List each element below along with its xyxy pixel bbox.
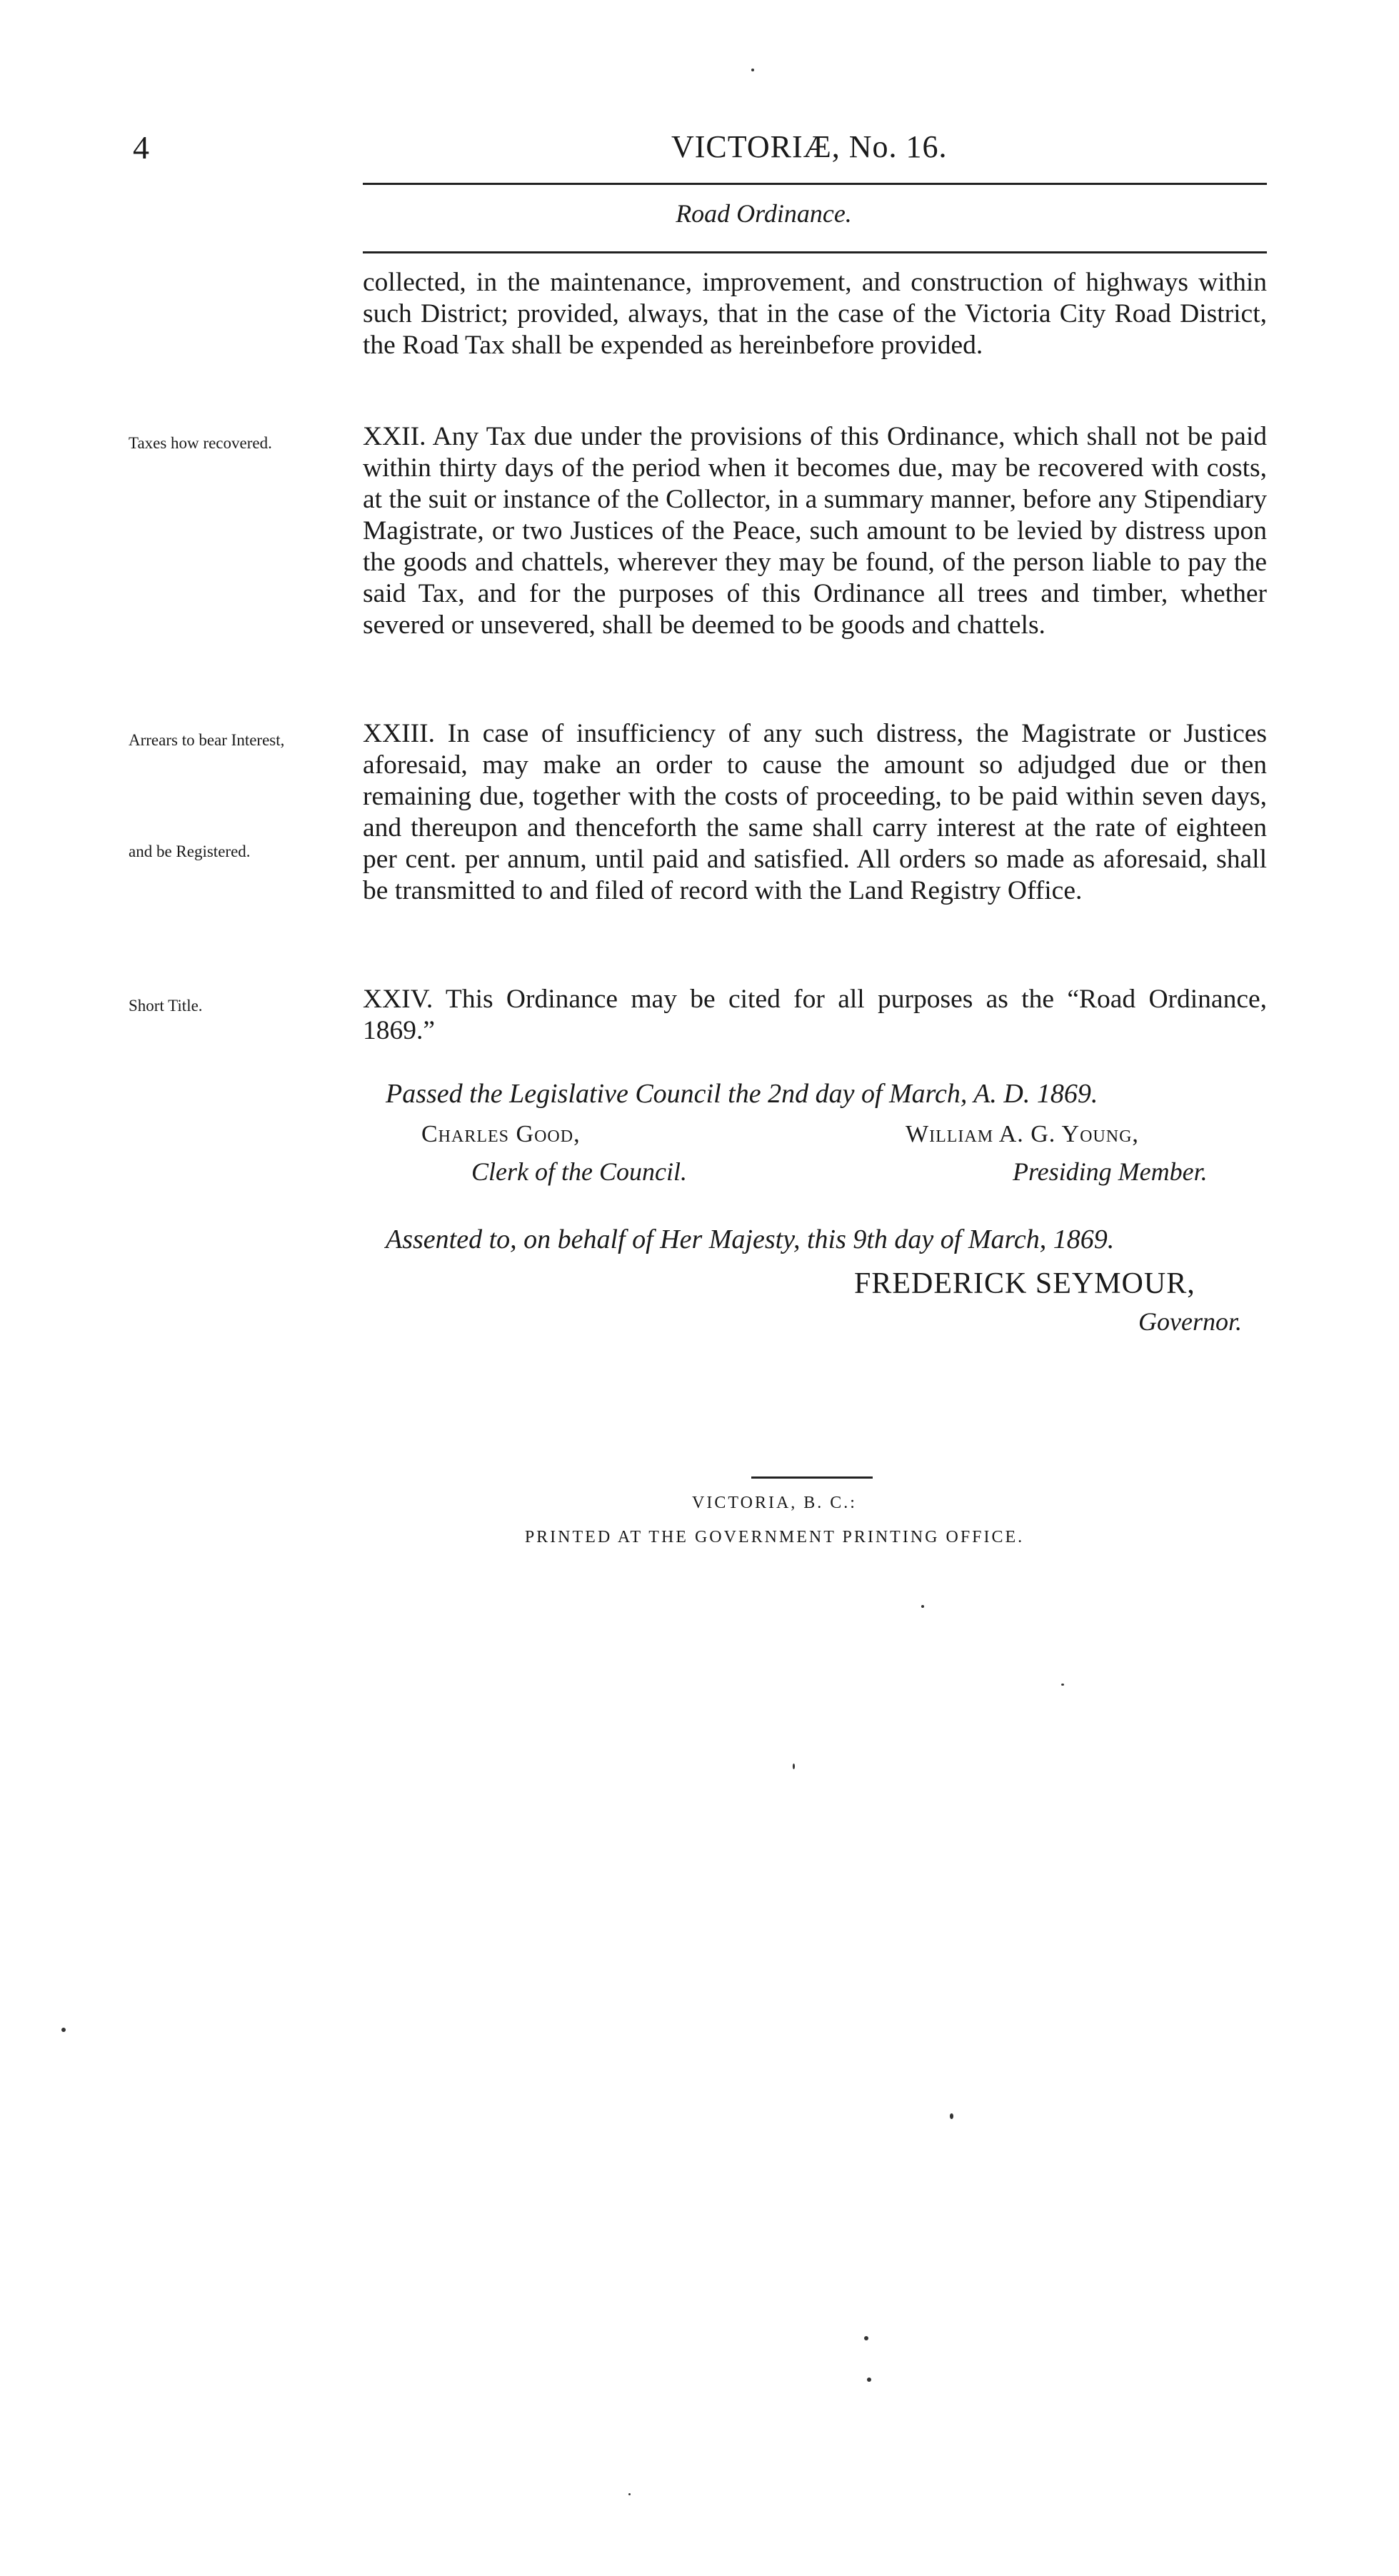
sidenote-arrears-interest: Arrears to bear Interest, <box>129 731 285 749</box>
governor-title: Governor. <box>1138 1307 1242 1336</box>
page-number: 4 <box>133 129 149 166</box>
sidenote-taxes-recovered: Taxes how recovered. <box>129 434 272 452</box>
scan-speck <box>867 2378 871 2382</box>
imprint-printer: PRINTED AT THE GOVERNMENT PRINTING OFFICE. <box>524 1528 1025 1546</box>
scan-speck <box>864 2336 868 2340</box>
imprint-rule <box>751 1476 873 1479</box>
body-paragraph-xxii: XXII. Any Tax due under the provisions of this Ordinance, which shall not be paid within thirty days of the period when it becomes due, may be recovered with costs, at the suit or instance of the Collector, in a summary manner, before any Stipendiary Magistrate, or two Justices of the Peace, such amount to be levied by distress upon the goods and chattels, wherever they may be found, of the person liable to pay the said Tax, and for the purposes of this Ordinance all trees and timber, whether severed or unsevered, shall be deemed to be goods and chattels. <box>363 422 1267 640</box>
presiding-member-title: Presiding Member. <box>1013 1157 1208 1186</box>
scan-speck <box>751 69 754 71</box>
running-title: VICTORIÆ, No. 16. <box>671 129 948 164</box>
imprint-place: VICTORIA, B. C.: <box>692 1494 857 1512</box>
header-rule-bottom <box>363 251 1267 253</box>
header-rule-top <box>363 183 1267 185</box>
scan-speck <box>921 1605 924 1608</box>
scan-speck <box>1061 1684 1064 1686</box>
body-paragraph-continuation: collected, in the maintenance, improvement, and construction of highways within such District; provided, always, that in the case of the Victoria City Road District, the Road Tax shall be expended as hereinbefore provided. <box>363 268 1267 360</box>
body-paragraph-xxiii: XXIII. In case of insufficiency of any such distress, the Magistrate or Justices aforesaid, may make an order to cause the amount so adjudged due or then remaining due, together with the costs of proceeding, to be paid within seven days, and thereupon and thenceforth the same shall carry interest at the rate of eighteen per cent. per annum, until paid and satisfied. All orders so made as aforesaid, shall be transmitted to and filed of record with the Land Registry Office. <box>363 719 1267 905</box>
assent-statement: Assented to, on behalf of Her Majesty, this 9th day of March, 1869. <box>386 1224 1115 1254</box>
presiding-member-name: William A. G. Young, <box>906 1121 1139 1147</box>
body-paragraph-xxiv: XXIV. This Ordinance may be cited for all purposes as the “Road Ordinance, 1869.” <box>363 985 1267 1045</box>
clerk-title: Clerk of the Council. <box>471 1157 687 1186</box>
clerk-name: Charles Good, <box>421 1121 581 1147</box>
scan-speck <box>628 2493 631 2495</box>
scan-speck <box>61 2028 66 2032</box>
governor-name: FREDERICK SEYMOUR, <box>854 1267 1195 1300</box>
sidenote-registered: and be Registered. <box>129 842 251 860</box>
passed-statement: Passed the Legislative Council the 2nd day of March, A. D. 1869. <box>386 1079 1098 1109</box>
section-subtitle: Road Ordinance. <box>676 199 852 228</box>
sidenote-short-title: Short Title. <box>129 997 203 1015</box>
scan-speck <box>950 2113 953 2119</box>
scan-speck <box>793 1764 795 1769</box>
